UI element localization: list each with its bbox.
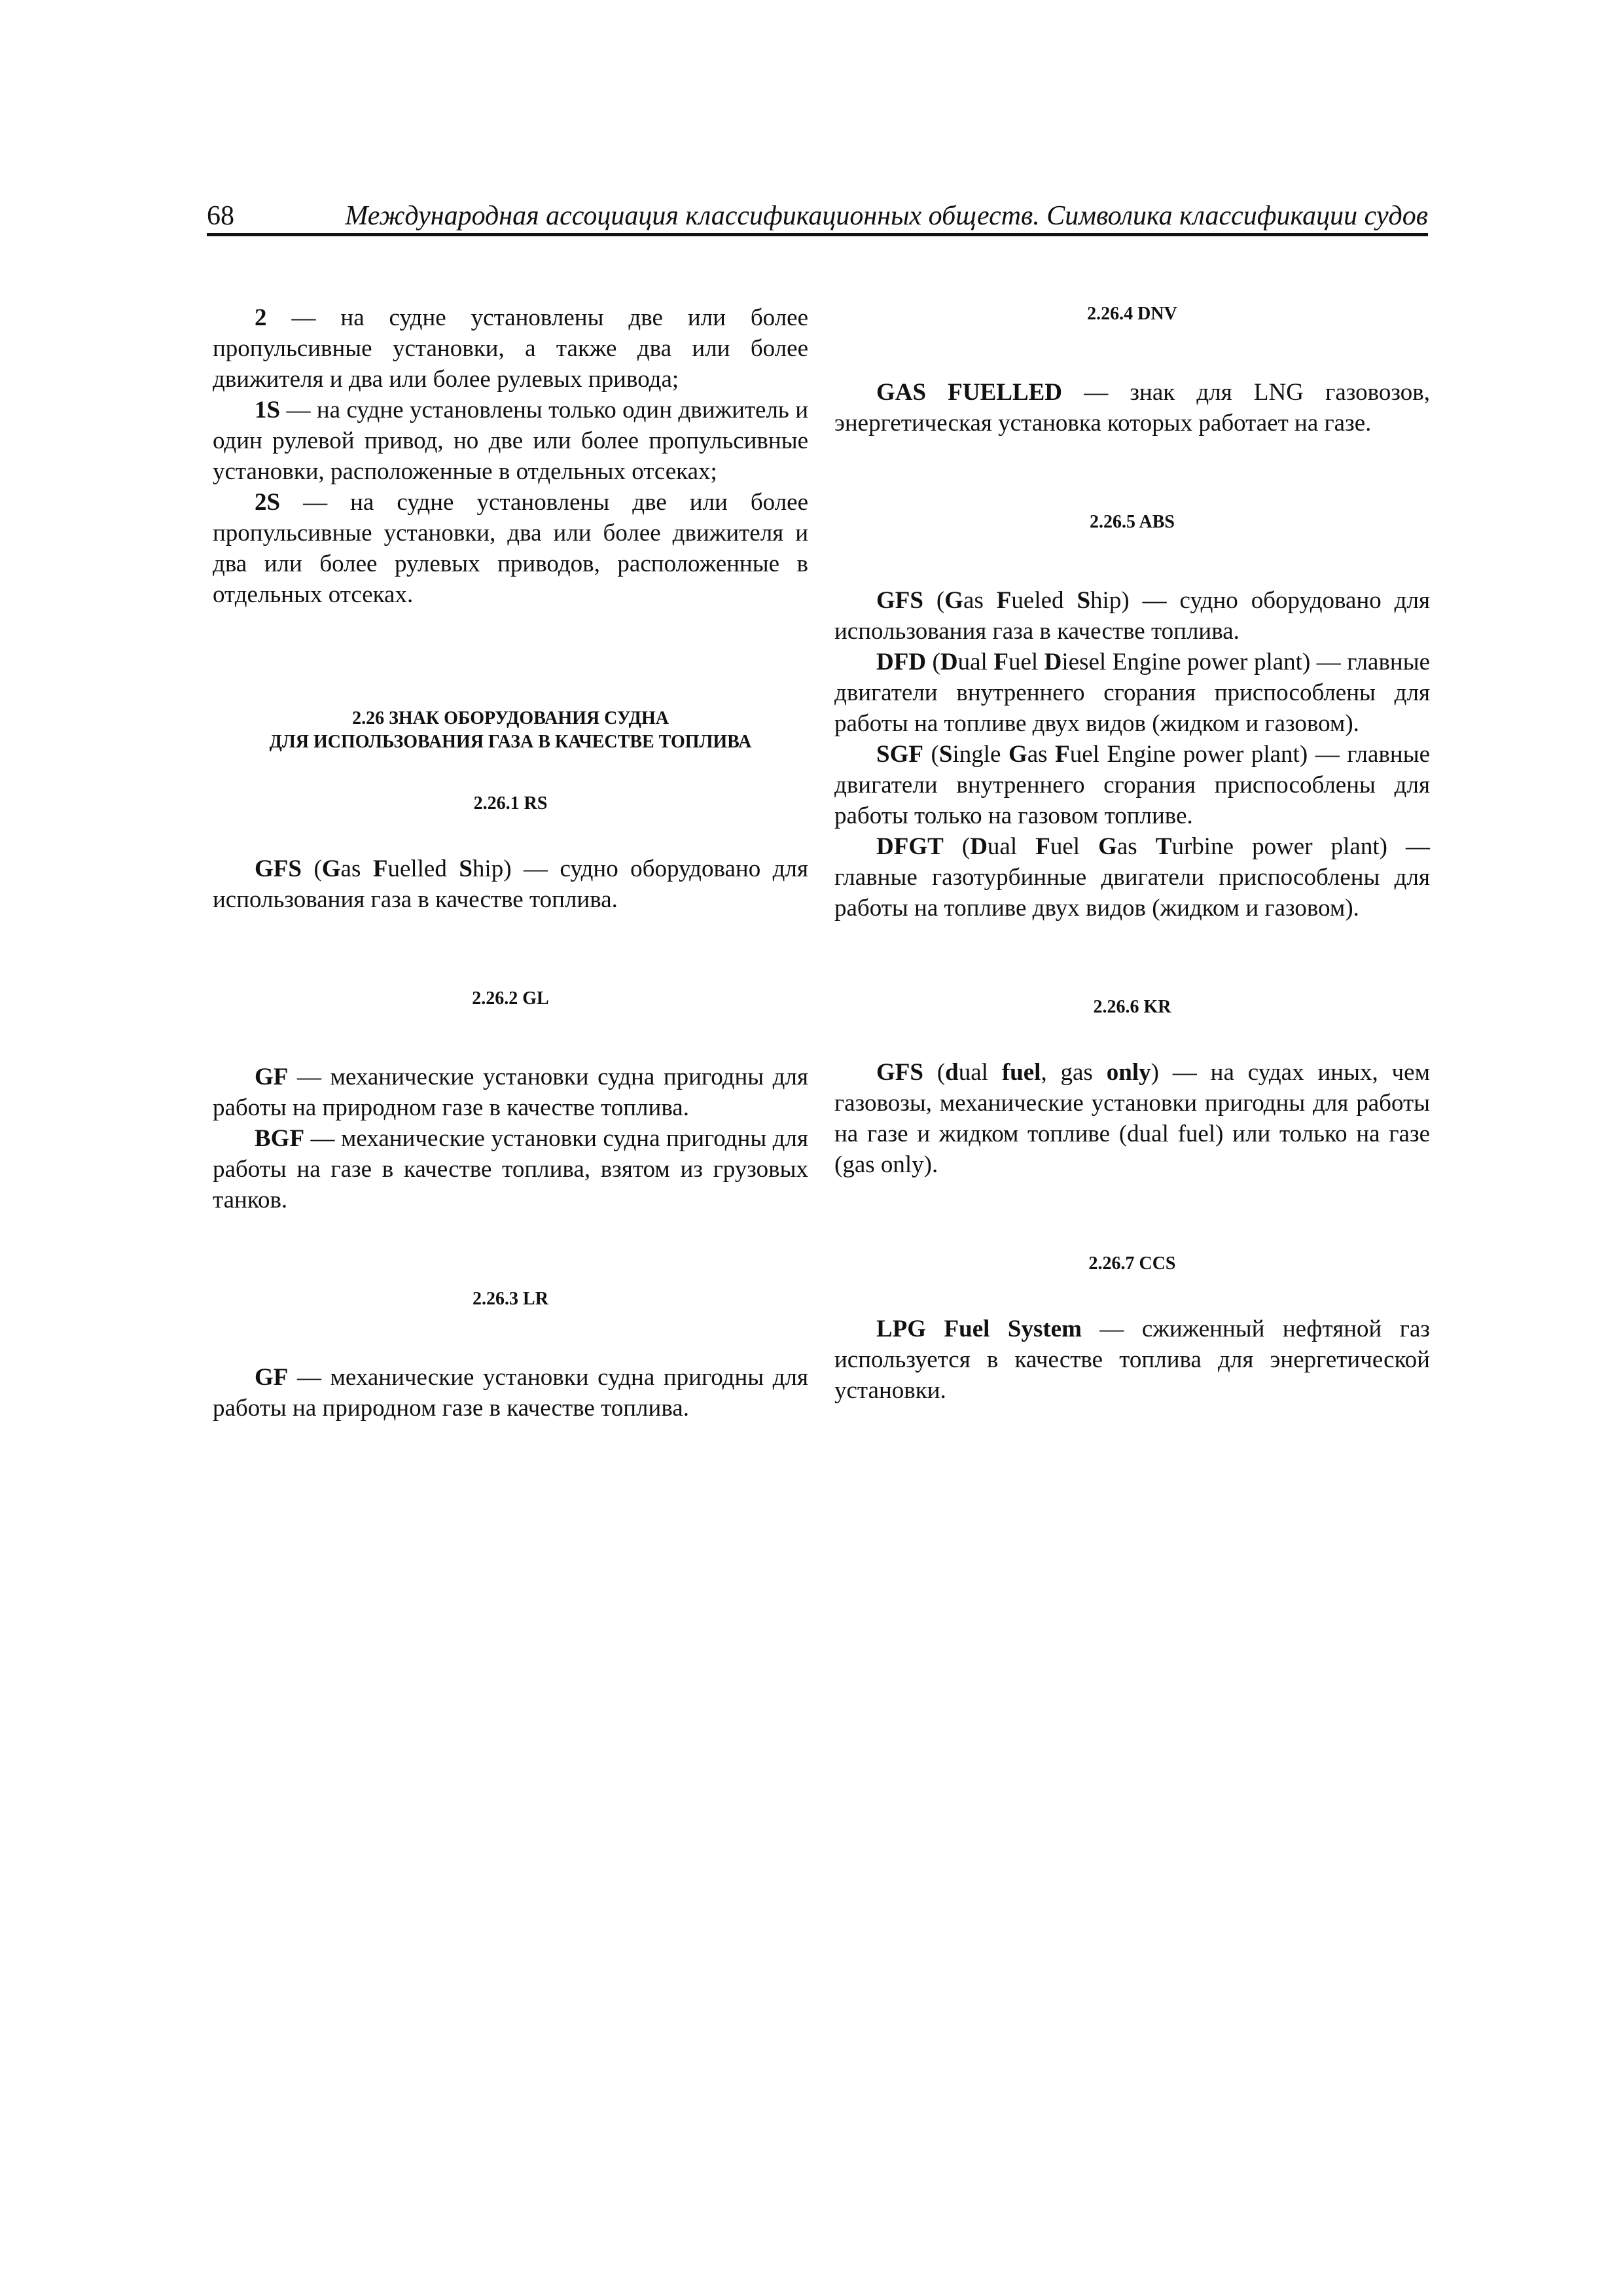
section-2-26-2-heading: 2.26.2 GL xyxy=(472,988,549,1009)
paragraph-abs-dfd: DFD (Dual Fuel Diesel Engine power plant) — главные двигатели внутреннего сгорания приспособлены для работы на топливе двух видов (жидком и газовом). xyxy=(834,649,1431,737)
section-2-26-3-heading: 2.26.3 LR xyxy=(473,1289,548,1309)
section-2-26-4-heading: 2.26.4 DNV xyxy=(1087,304,1177,324)
paragraph-lr-gf: GF — механические установки судна пригодны для работы на природном газе в качестве топлива. xyxy=(213,1364,808,1422)
paragraph-kr: GFS (dual fuel, gas only) — на судах иных, чем газовозы, механические установки пригодны для работы на газе и жидком топливе (dual fuel) или только на газе (gas only). xyxy=(834,1059,1431,1178)
paragraph-ccs: LPG Fuel System — сжиженный нефтяной газ используется в качестве топлива для энергетической установки. xyxy=(834,1316,1430,1404)
running-title: Международная ассоциация классификационных обществ. Символика классификации судов xyxy=(345,201,1428,231)
right-column xyxy=(834,302,1430,1406)
paragraph-2s: 2S — на судне установлены две или более пропульсивные установки, два или более движителя и два или более рулевых приводов, расположенные в отдельных отсеках. xyxy=(213,489,808,608)
paragraph-abs-dfgt: DFGT (Dual Fuel Gas Turbine power plant) — главные газотурбинные двигатели приспособлены для работы на топливе двух видов (жидком и газовом). xyxy=(834,833,1430,922)
section-2-26-7-heading: 2.26.7 CCS xyxy=(1088,1253,1176,1274)
section-2-26-1-heading: 2.26.1 RS xyxy=(473,793,548,814)
paragraph-gl-gf: GF — механические установки судна пригодны для работы на природном газе в качестве топлива. xyxy=(213,1064,808,1121)
page-number: 68 xyxy=(207,201,234,231)
paragraph-abs-sgf: SGF (Single Gas Fuel Engine power plant) — главные двигатели внутреннего сгорания приспособлены для работы только на газовом топливе. xyxy=(834,741,1430,829)
paragraph-abs-gfs: GFS (Gas Fueled Ship) — судно оборудовано для использования газа в качестве топлива. xyxy=(834,587,1430,645)
paragraph-gl-bgf: BGF — механические установки судна пригодны для работы на газе в качестве топлива, взятом из грузовых танков. xyxy=(213,1125,808,1213)
section-2-26-6-heading: 2.26.6 KR xyxy=(1093,997,1171,1017)
section-2-26-heading: 2.26 ЗНАК ОБОРУДОВАНИЯ СУДНА ДЛЯ ИСПОЛЬЗОВАНИЯ ГАЗА В КАЧЕСТВЕ ТОПЛИВА xyxy=(269,708,752,752)
page-header xyxy=(207,200,1428,236)
paragraph-rs-gfs: GFS (Gas Fuelled Ship) — судно оборудовано для использования газа в качестве топлива. xyxy=(213,855,808,913)
paragraph-2: 2 — на судне установлены две или более пропульсивные установки, а также два или более движителя и два или более рулевых привода; xyxy=(213,304,808,393)
left-column xyxy=(213,302,808,1424)
paragraph-1s: 1S — на судне установлены только один движитель и один рулевой привод, но две или более пропульсивные установки, расположенные в отдельных отсеках; xyxy=(213,397,808,485)
section-2-26-5-heading: 2.26.5 ABS xyxy=(1090,512,1175,532)
paragraph-dnv: GAS FUELLED — знак для LNG газовозов, энергетическая установка которых работает на газе. xyxy=(834,379,1430,437)
